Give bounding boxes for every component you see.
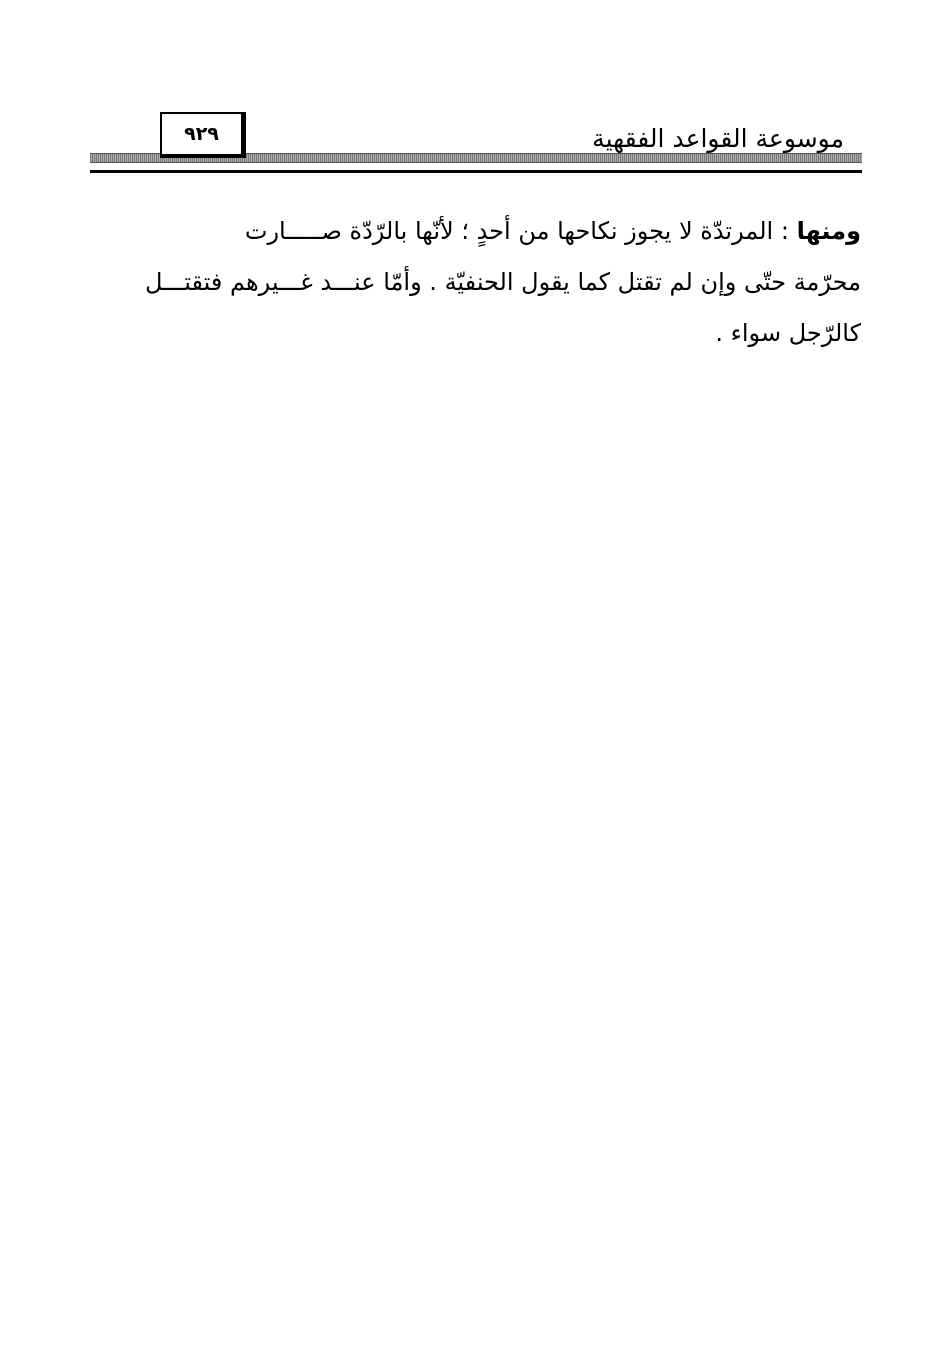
page-header [90,112,862,180]
text-line-2: محرّمة حتّى وإن لم تقتل كما يقول الحنفيّة . وأمّا عنـــد غـــيرهم فتقتـــل [144,268,861,296]
running-title: موسوعة القواعد الفقهية [592,124,844,153]
lead-word: ومنها [796,217,861,245]
line-1-text: : المرتدّة لا يجوز نكاحها من أحدٍ ؛ لأنّها بالرّدّة صـــــارت [244,217,797,245]
text-line-3: كالرّجل سواء . [715,319,861,347]
text-line-1 [91,206,861,257]
header-rule-line [90,170,862,173]
page-number-box [160,112,246,158]
body-paragraph [91,206,861,359]
page-number: ٩٢٩ [184,123,219,145]
